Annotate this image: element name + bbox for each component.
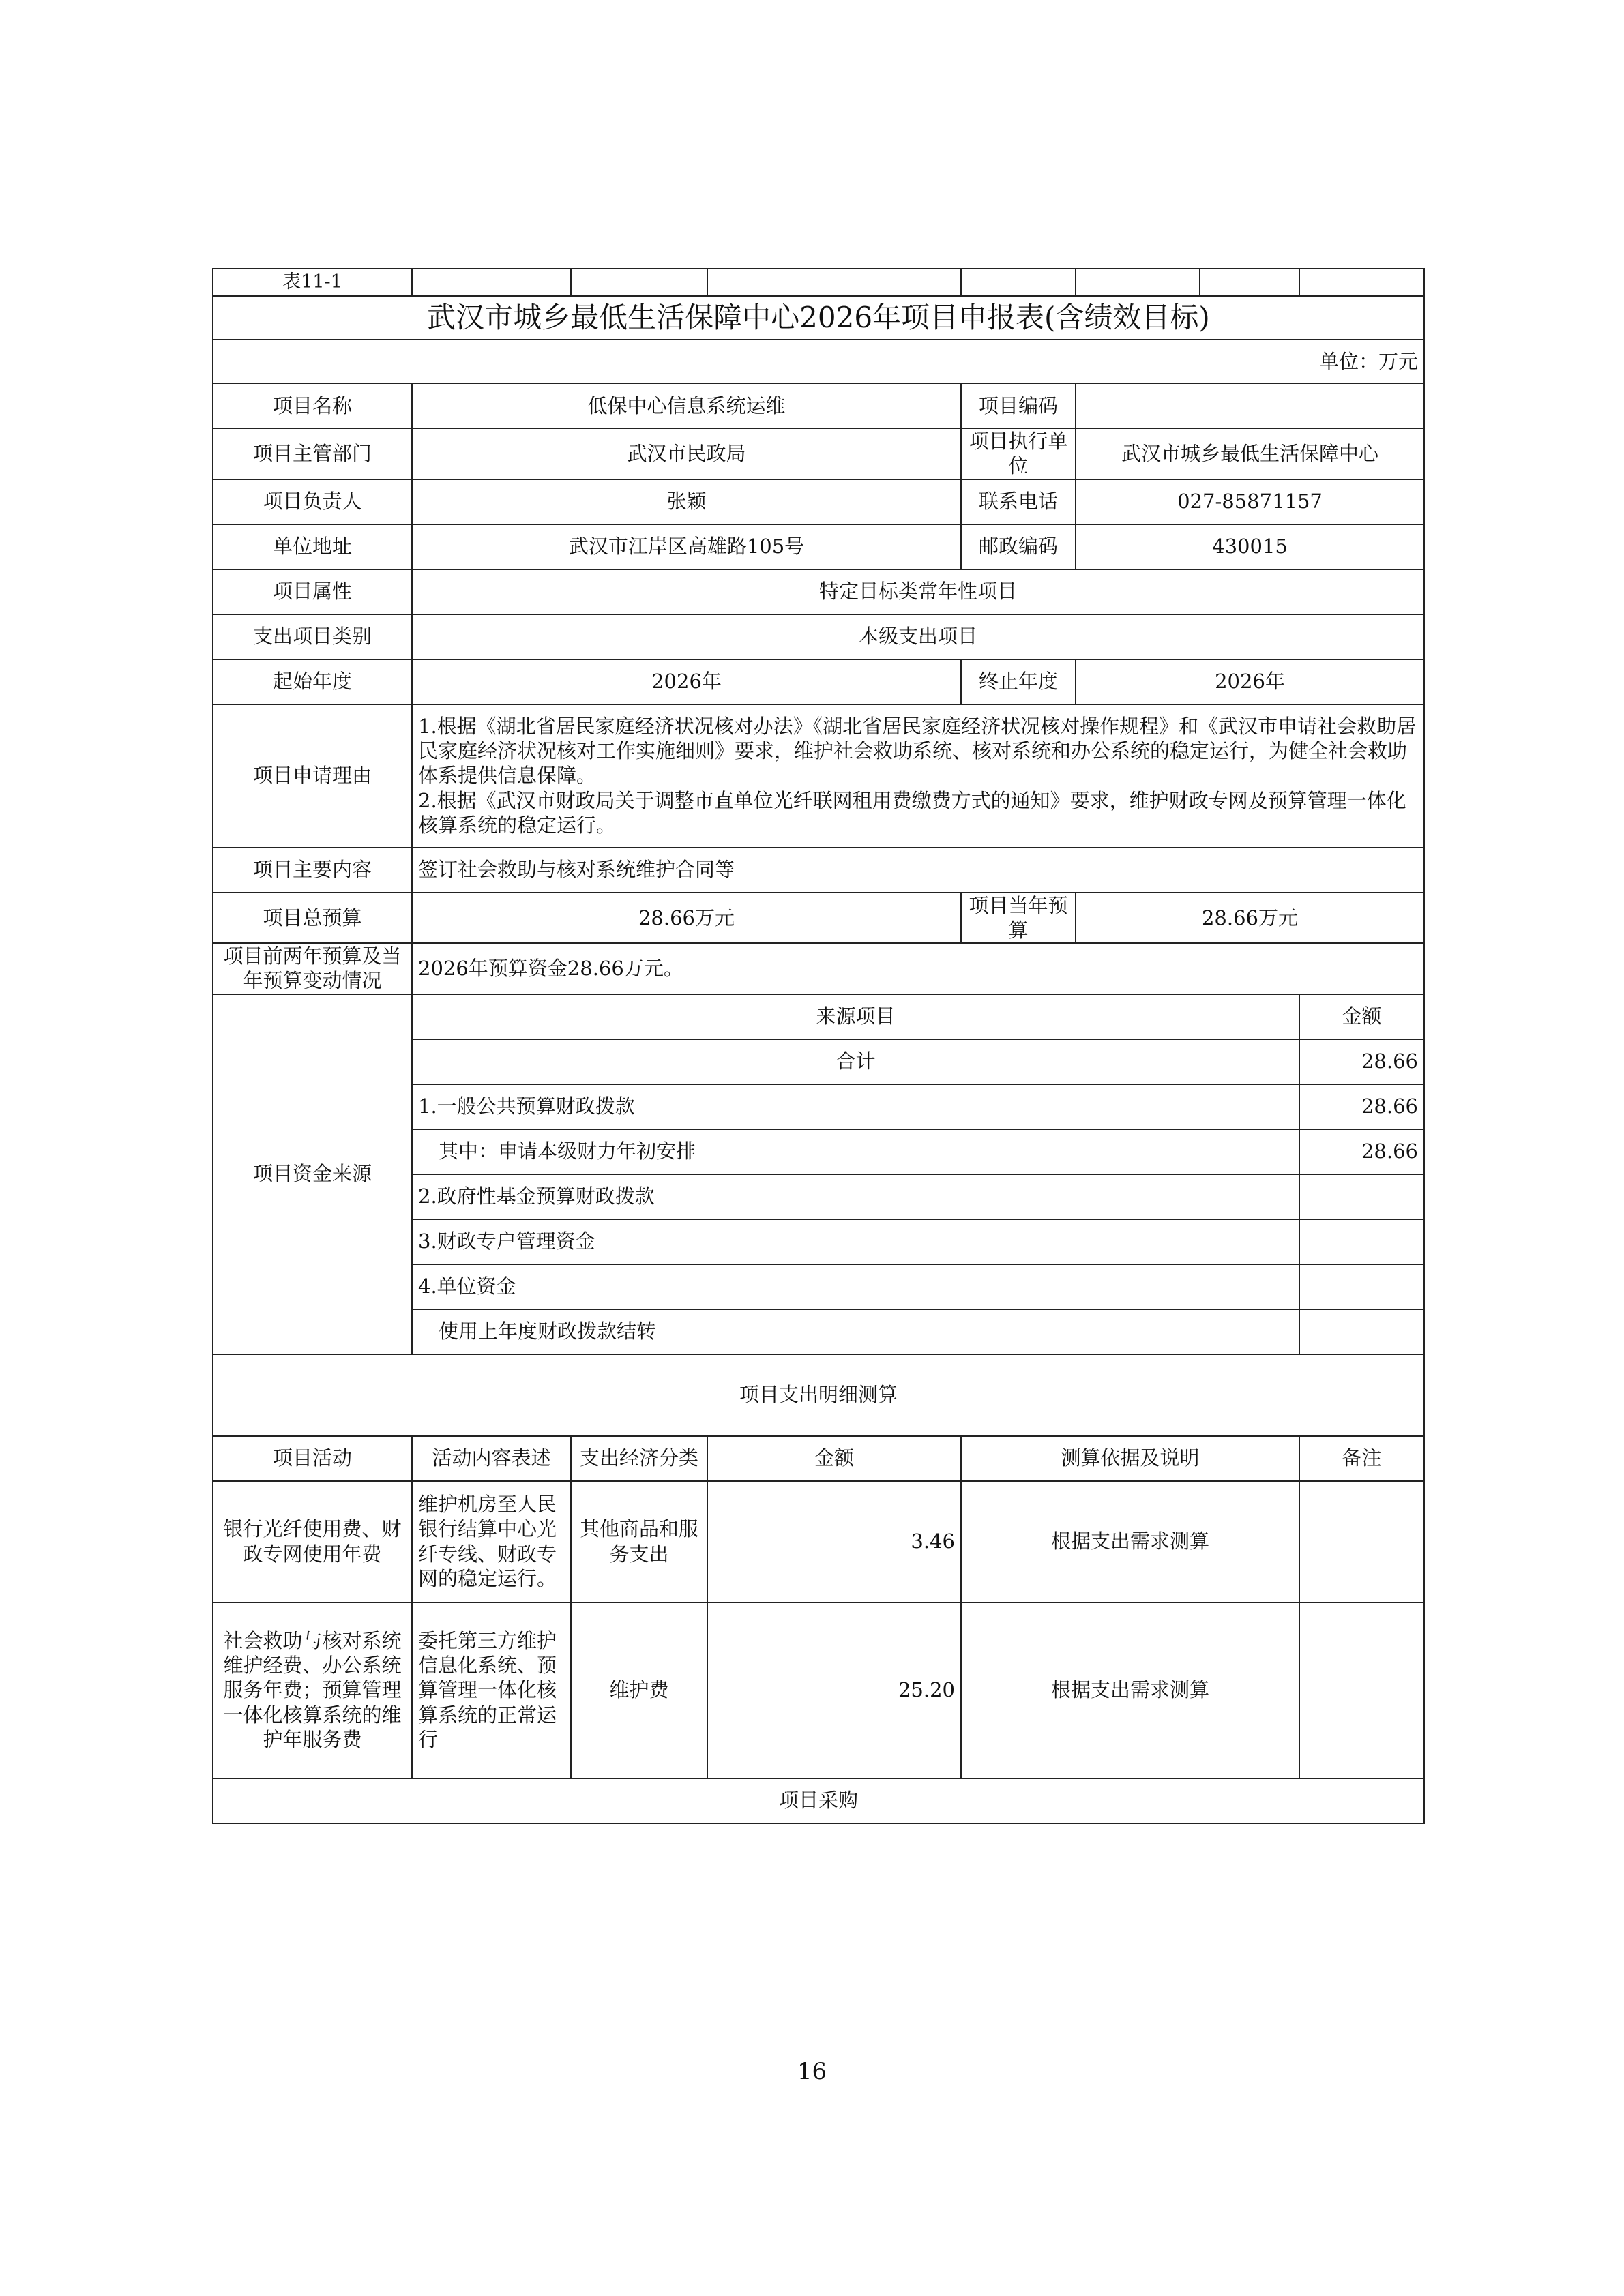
- value-department: 武汉市民政局: [412, 428, 961, 479]
- row-budget: [213, 893, 1424, 944]
- detail-amount: 3.46: [707, 1481, 961, 1602]
- value-attribute: 特定目标类常年性项目: [412, 569, 1424, 614]
- detail-header-activity: 项目活动: [213, 1436, 412, 1481]
- funding-amount: [1299, 1309, 1424, 1354]
- detail-amount: 25.20: [707, 1602, 961, 1778]
- label-total-budget: 项目总预算: [213, 893, 412, 944]
- value-prev-budget: 2026年预算资金28.66万元。: [412, 943, 1424, 994]
- detail-header-row: [213, 1436, 1424, 1481]
- label-project-code: 项目编码: [961, 383, 1076, 428]
- label-postcode: 邮政编码: [961, 524, 1076, 569]
- funding-header-row: [213, 994, 1424, 1039]
- value-year-budget: 28.66万元: [1076, 893, 1424, 944]
- detail-header-note: 备注: [1299, 1436, 1424, 1481]
- label-address: 单位地址: [213, 524, 412, 569]
- detail-header-amount: 金额: [707, 1436, 961, 1481]
- label-start-year: 起始年度: [213, 659, 412, 704]
- detail-header-class: 支出经济分类: [571, 1436, 707, 1481]
- value-category: 本级支出项目: [412, 614, 1424, 659]
- row-department: [213, 428, 1424, 479]
- value-project-code: [1076, 383, 1424, 428]
- detail-basis: 根据支出需求测算: [961, 1481, 1299, 1602]
- detail-basis: 根据支出需求测算: [961, 1602, 1299, 1778]
- row-prev-budget: [213, 943, 1424, 994]
- form-title: 武汉市城乡最低生活保障中心2026年项目申报表(含绩效目标): [213, 296, 1424, 340]
- detail-desc: 委托第三方维护信息化系统、预算管理一体化核算系统的正常运行: [412, 1602, 571, 1778]
- funding-amount: 28.66: [1299, 1129, 1424, 1174]
- label-project-name: 项目名称: [213, 383, 412, 428]
- label-department: 项目主管部门: [213, 428, 412, 479]
- funding-name: 1.一般公共预算财政拨款: [412, 1084, 1299, 1129]
- label-leader: 项目负责人: [213, 479, 412, 524]
- funding-amount-header: 金额: [1299, 994, 1424, 1039]
- label-phone: 联系电话: [961, 479, 1076, 524]
- row-category: [213, 614, 1424, 659]
- value-total-budget: 28.66万元: [412, 893, 961, 944]
- row-years: [213, 659, 1424, 704]
- label-exec-unit: 项目执行单位: [961, 428, 1076, 479]
- label-content: 项目主要内容: [213, 848, 412, 893]
- detail-class: 维护费: [571, 1602, 707, 1778]
- detail-class: 其他商品和服务支出: [571, 1481, 707, 1602]
- value-project-name: 低保中心信息系统运维: [412, 383, 961, 428]
- funding-name: 其中：申请本级财力年初安排: [412, 1129, 1299, 1174]
- value-end-year: 2026年: [1076, 659, 1424, 704]
- unit-row: [213, 340, 1424, 383]
- funding-name: 2.政府性基金预算财政拨款: [412, 1174, 1299, 1219]
- value-leader: 张颖: [412, 479, 961, 524]
- row-reason: [213, 704, 1424, 848]
- label-year-budget: 项目当年预算: [961, 893, 1076, 944]
- label-funding-source: 项目资金来源: [213, 994, 412, 1354]
- detail-activity: 社会救助与核对系统维护经费、办公系统服务年费；预算管理一体化核算系统的维护年服务费: [213, 1602, 412, 1778]
- value-postcode: 430015: [1076, 524, 1424, 569]
- detail-row: [213, 1481, 1424, 1602]
- row-attribute: [213, 569, 1424, 614]
- funding-amount: [1299, 1219, 1424, 1264]
- funding-name: 使用上年度财政拨款结转: [412, 1309, 1299, 1354]
- funding-amount: 28.66: [1299, 1084, 1424, 1129]
- detail-note: [1299, 1481, 1424, 1602]
- funding-amount-total: 28.66: [1299, 1039, 1424, 1084]
- detail-activity: 银行光纤使用费、财政专网使用年费: [213, 1481, 412, 1602]
- header-row: [213, 269, 1424, 296]
- row-leader: [213, 479, 1424, 524]
- title-row: [213, 296, 1424, 340]
- detail-header-basis: 测算依据及说明: [961, 1436, 1299, 1481]
- row-address: [213, 524, 1424, 569]
- funding-amount: [1299, 1174, 1424, 1219]
- page-number: 16: [797, 2058, 827, 2085]
- label-end-year: 终止年度: [961, 659, 1076, 704]
- procurement-title: 项目采购: [213, 1778, 1424, 1823]
- project-application-form: [212, 268, 1423, 1824]
- table-number: 表11-1: [213, 269, 412, 296]
- label-reason: 项目申请理由: [213, 704, 412, 848]
- detail-note: [1299, 1602, 1424, 1778]
- detail-desc: 维护机房至人民银行结算中心光纤专线、财政专网的稳定运行。: [412, 1481, 571, 1602]
- value-content: 签订社会救助与核对系统维护合同等: [412, 848, 1424, 893]
- label-prev-budget: 项目前两年预算及当年预算变动情况: [213, 943, 412, 994]
- funding-source-header: 来源项目: [412, 994, 1299, 1039]
- row-project-name: [213, 383, 1424, 428]
- value-address: 武汉市江岸区高雄路105号: [412, 524, 961, 569]
- value-start-year: 2026年: [412, 659, 961, 704]
- funding-name: 4.单位资金: [412, 1264, 1299, 1309]
- label-attribute: 项目属性: [213, 569, 412, 614]
- detail-section-row: [213, 1354, 1424, 1436]
- form-table: [212, 268, 1425, 1824]
- value-exec-unit: 武汉市城乡最低生活保障中心: [1076, 428, 1424, 479]
- funding-amount: [1299, 1264, 1424, 1309]
- value-phone: 027-85871157: [1076, 479, 1424, 524]
- detail-section-title: 项目支出明细测算: [213, 1354, 1424, 1436]
- funding-name: 3.财政专户管理资金: [412, 1219, 1299, 1264]
- value-reason: 1.根据《湖北省居民家庭经济状况核对办法》《湖北省居民家庭经济状况核对操作规程》和《武汉市申请社会救助居民家庭经济状况核对工作实施细则》要求，维护社会救助系统、核对系统和办公系统的稳定运行，为健全社会救助体系提供信息保障。 2.根据《武汉市财政局关于调整市直单位光纤联网租用费缴费方式的通知》要求，维护财政专网及预算管理一体化核算系统的稳定运行。: [412, 704, 1424, 848]
- row-content: [213, 848, 1424, 893]
- detail-header-desc: 活动内容表述: [412, 1436, 571, 1481]
- funding-name-total: 合计: [412, 1039, 1299, 1084]
- detail-row: [213, 1602, 1424, 1778]
- unit-label: 单位：万元: [213, 340, 1424, 383]
- procurement-row: [213, 1778, 1424, 1823]
- label-category: 支出项目类别: [213, 614, 412, 659]
